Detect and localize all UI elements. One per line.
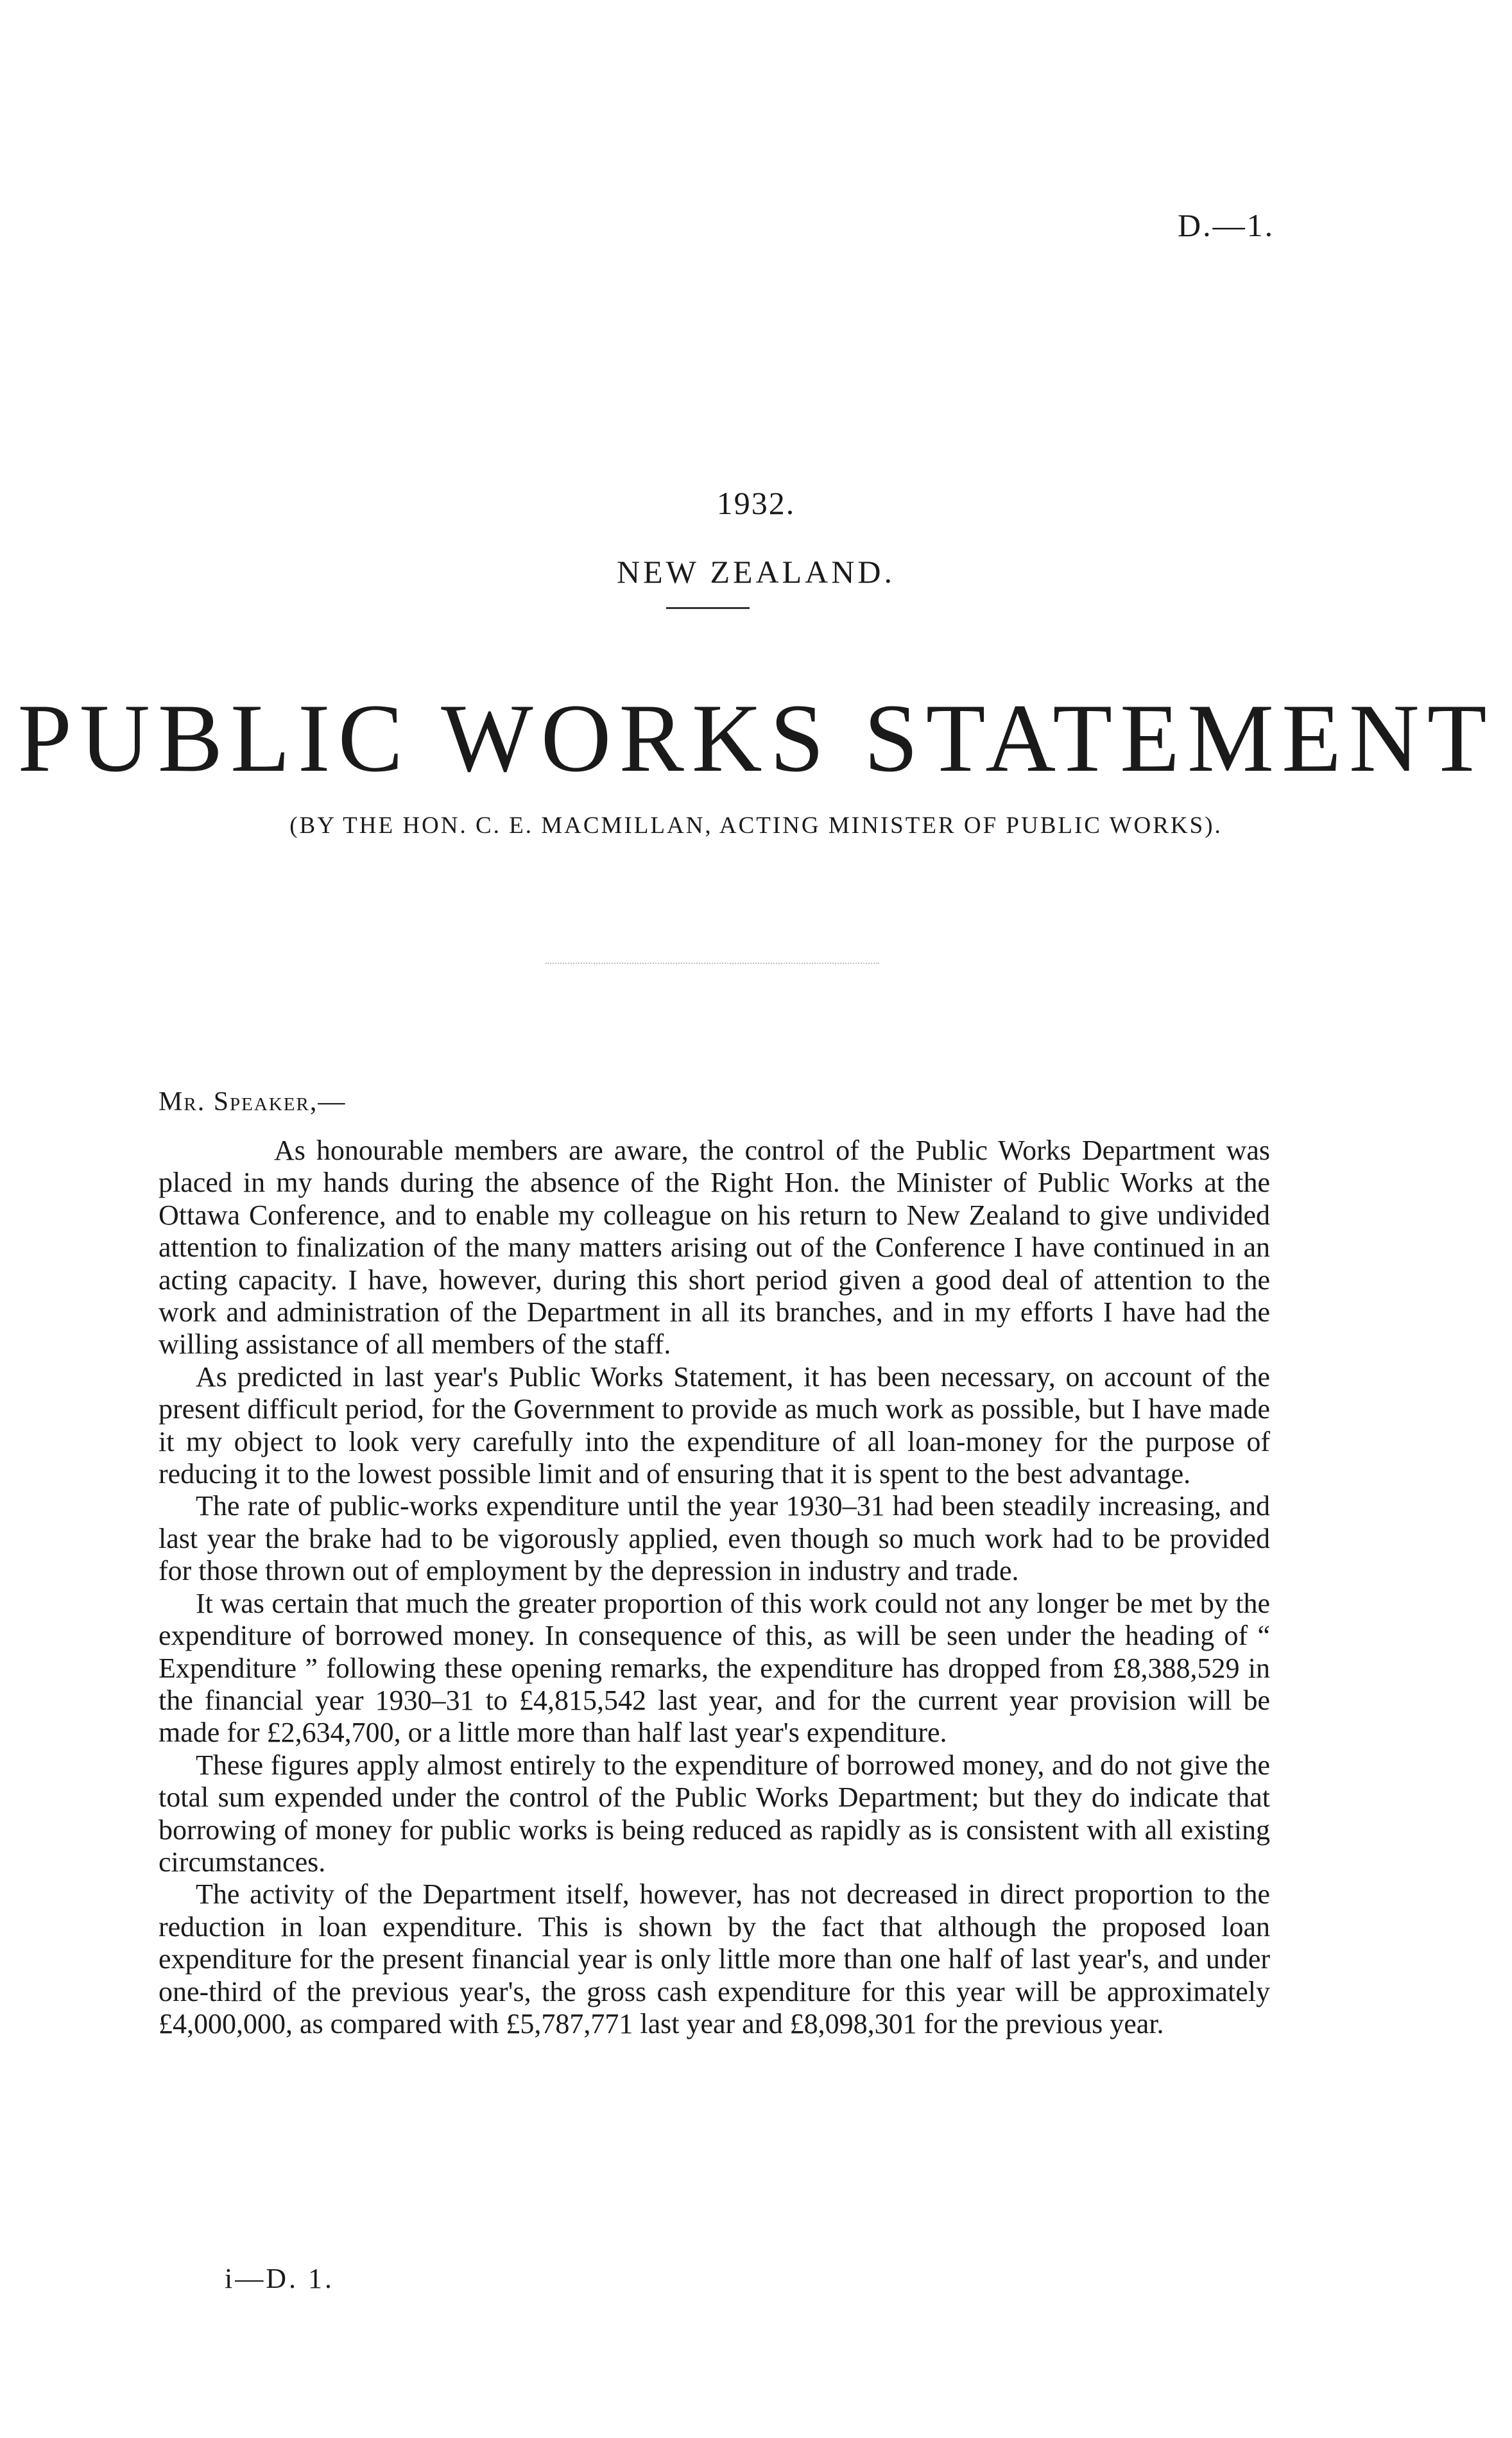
- page-reference: D.—1.: [1178, 207, 1275, 243]
- paragraph: As predicted in last year's Public Works Statement, it has been necessary, on account of the present difficult period, for the Government to provide as much work as possible, but I have made it my object to look very carefully into the expenditure of all loan-money for the purpose of reducing it to the lowest possible limit and of ensuring that it is spent to the best advantage.: [159, 1361, 1270, 1490]
- document-title: PUBLIC WORKS STATEMENT: [17, 684, 1495, 792]
- paragraph: It was certain that much the greater proportion of this work could not any longer be met by the expenditure of borrowed money. In consequence of this, as will be seen under the heading of “ Expenditure ” following these opening remarks, the expenditure has dropped from £8,388,529 in the financial year 1930–31 to £4,815,542 last year, and for the current year provision will be made for £2,634,700, or a little more than half last year's expenditure.: [159, 1587, 1270, 1749]
- footer-code: i—D. 1.: [225, 2263, 334, 2294]
- paragraph: The rate of public-works expenditure until the year 1930–31 had been steadily increasing, and last year the brake had to be vigorously applied, even though so much work had to be provided for those thrown out of employment by the depression in industry and trade.: [159, 1490, 1270, 1587]
- author-byline: (BY THE HON. C. E. MACMILLAN, ACTING MINISTER OF PUBLIC WORKS).: [289, 812, 1223, 839]
- statement-body: [159, 1135, 1270, 2040]
- document-year: 1932.: [716, 485, 796, 521]
- paragraph: These figures apply almost entirely to the expenditure of borrowed money, and do not give the total sum expended under the control of the Public Works Department; but they do indicate that borrowing of money for public works is being reduced as rapidly as is consistent with all existing circumstances.: [159, 1749, 1270, 1878]
- paragraph: As honourable members are aware, the control of the Public Works Department was placed in my hands during the absence of the Right Hon. the Minister of Public Works at the Ottawa Conference, and to enable my colleague on his return to New Zealand to give undivided attention to finalization of the many matters arising out of the Conference I have continued in an acting capacity. I have, however, during this short period given a good deal of attention to the work and administration of the Department in all its branches, and in my efforts I have had the willing assistance of all members of the staff.: [159, 1135, 1270, 1361]
- country-heading: NEW ZEALAND.: [617, 554, 895, 590]
- salutation: Mr. Speaker,—: [159, 1087, 347, 1117]
- paragraph: The activity of the Department itself, however, has not decreased in direct proportion to the reduction in loan expenditure. This is shown by the fact that although the proposed loan expenditure for the present financial year is only little more than one half of last year's, and under one-third of the previous year's, the gross cash expenditure for this year will be approximately £4,000,000, as compared with £5,787,771 last year and £8,098,301 for the previous year.: [159, 1878, 1270, 2039]
- title-divider: [666, 607, 750, 609]
- section-divider: [546, 963, 879, 964]
